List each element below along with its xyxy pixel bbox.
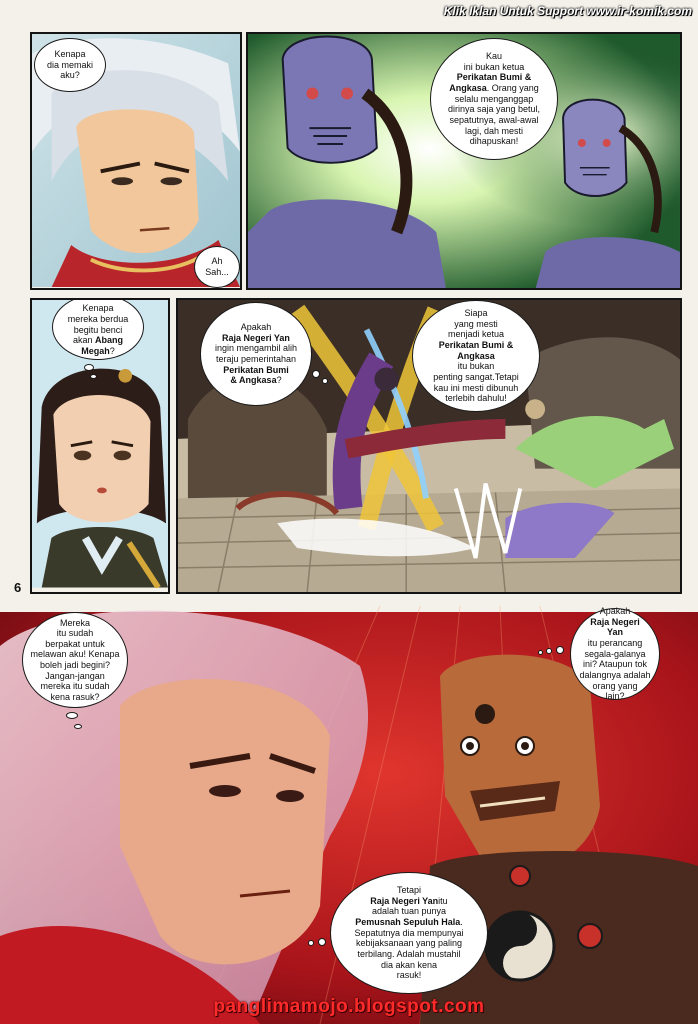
bubble-text: [433, 308, 519, 403]
bubble-text-part: Kau ini bukan ketua: [463, 51, 525, 72]
bubble-text: [215, 322, 297, 386]
bubble-text-part: Siapa yang mesti menjadi ketua: [447, 308, 505, 340]
panel-3: [30, 298, 170, 594]
bubble-text-bold: Pemusnah Sepuluh Hala: [355, 917, 461, 928]
bubble-text: [579, 606, 650, 701]
bubble-text-part: Kenapa mereka berdua begitu benci akan: [67, 303, 129, 346]
panel-4: [176, 298, 682, 594]
speech-bubble: [194, 246, 240, 288]
bubble-text: [68, 303, 129, 356]
bubble-text-bold: Raja Negeri Yan: [590, 616, 640, 638]
speech-bubble: [34, 38, 106, 92]
thought-dot: [74, 724, 82, 729]
bubble-text-part: itu adalah tuan punya: [371, 895, 448, 917]
bubble-text-part: . Orang yang selalu menganggap dirinya saja yang betul, sepatutnya, awal-awal lagi, dah mesti dihapuskan!: [447, 83, 541, 147]
blog-footer[interactable]: panglimamojo.blogspot.com: [213, 996, 485, 1017]
bubble-text-part: ingin mengambil alih teraju pemerintahan: [214, 343, 298, 364]
thought-dot: [90, 374, 97, 379]
bubble-text: [354, 885, 463, 980]
thought-bubble: [200, 302, 312, 406]
bubble-text-part: Apakah: [599, 606, 631, 617]
speech-bubble: [412, 300, 540, 412]
thought-bubble: [570, 608, 660, 700]
bubble-text: Ah Sah...: [205, 256, 229, 277]
bubble-text-part: . Sepatutnya dia mempunyai kebijaksanaan yang paling terbilang. Adalah mustahil dia akan kena rasuk!: [354, 917, 464, 981]
thought-bubble: [330, 872, 488, 994]
panel-2: [246, 32, 682, 290]
thought-dot: [546, 648, 552, 654]
bubble-text-part: ?: [276, 375, 282, 386]
panel-5: [0, 606, 698, 1024]
bubble-text: [443, 51, 545, 146]
bubble-text-bold: Perikatan Bumi & Angkasa: [438, 340, 514, 361]
panel-1: [30, 32, 242, 290]
bubble-text-part: Apakah: [240, 322, 272, 333]
thought-dot: [322, 378, 328, 384]
bubble-text-part: Tetapi: [396, 885, 421, 896]
bubble-text-bold: Perikatan Bumi & Angkasa: [223, 364, 289, 386]
speech-bubble: [430, 38, 558, 160]
bubble-text-part: ?: [109, 345, 115, 356]
bubble-text-part: itu perancang segala-galanya ini? Ataupun tok dalangnya adalah orang yang lain?: [579, 638, 651, 702]
thought-dot: [318, 938, 326, 946]
bubble-text-part: itu bukan penting sangat.Tetapi kau ini mesti dibunuh terlebih dahulu!: [433, 361, 519, 404]
bubble-text-bold: Raja Negeri Yan: [222, 332, 290, 343]
thought-dot: [538, 650, 543, 655]
thought-dot: [84, 364, 94, 371]
bubble-text-bold: Raja Negeri Yan: [370, 895, 439, 906]
bubble-text-bold: Perikatan Bumi & Angkasa: [449, 72, 532, 94]
bubble-text-bold: Abang Megah: [81, 335, 124, 356]
bubble-text: Kenapa dia memaki aku?: [46, 49, 93, 81]
site-credit: Klik Iklan Untuk Support www.ir-komik.com: [443, 4, 692, 18]
bubble-text: Mereka itu sudah berpakat untuk melawan aku! Kenapa boleh jadi begini? Jangan-jangan mereka itu sudah kena rasuk?: [30, 617, 120, 702]
page-number: 6: [14, 580, 22, 595]
thought-dot: [308, 940, 314, 946]
thought-dot: [312, 370, 320, 378]
thought-bubble: [22, 612, 128, 708]
thought-dot: [66, 712, 78, 719]
thought-dot: [556, 646, 564, 654]
